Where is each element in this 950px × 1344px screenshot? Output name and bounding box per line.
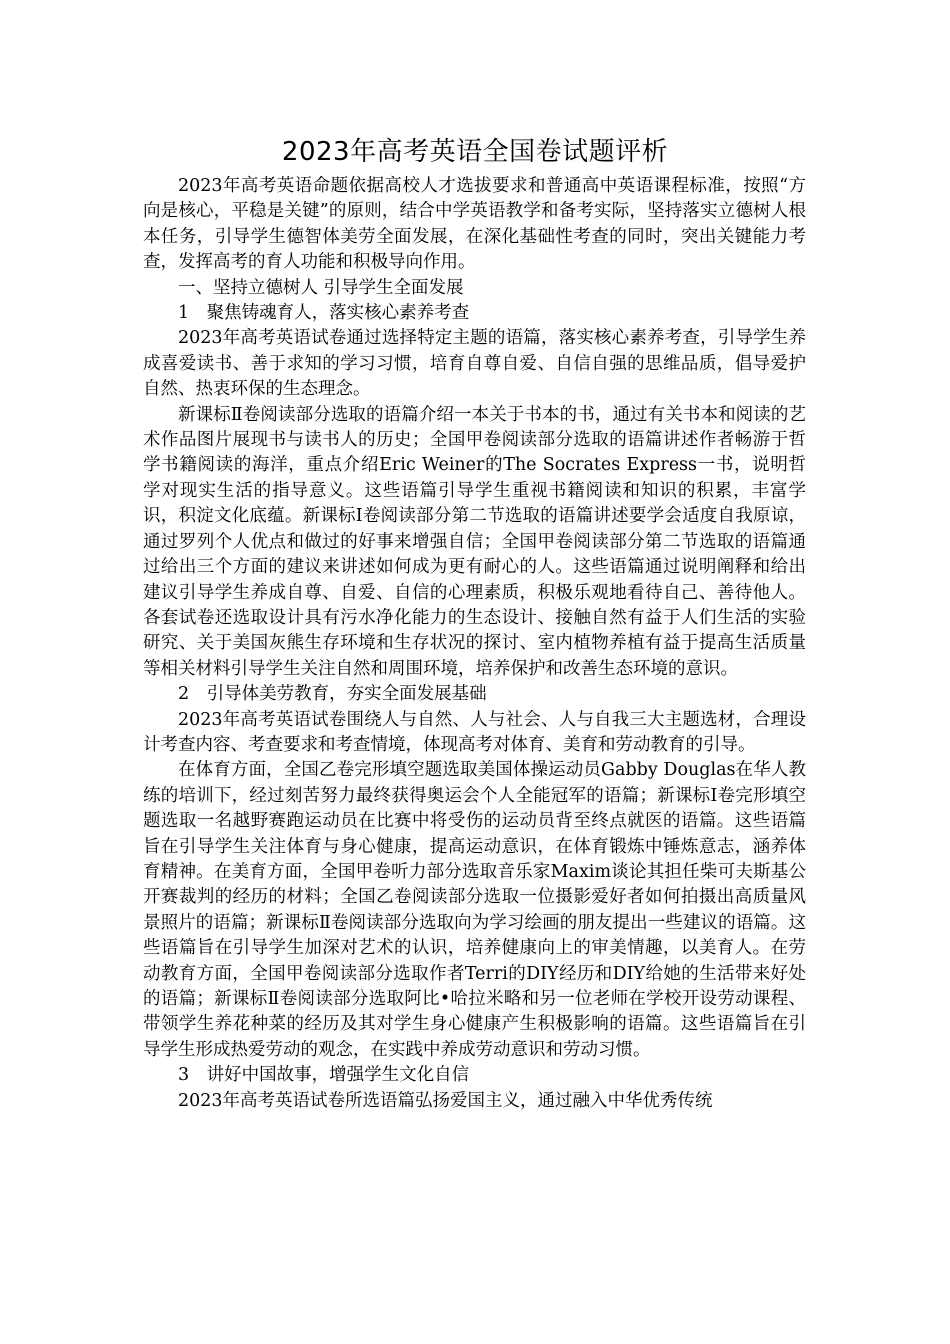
section-heading-1: 一、坚持立德树人 引导学生全面发展 xyxy=(178,277,464,298)
paragraph: 在体育方面，全国乙卷完形填空题选取美国体操运动员Gabby Douglas在华人教练的培训下，经过刻苦努力最终获得奥运会个人全能冠军的语篇；新课标Ⅰ卷完形填空题选取一名越野赛跑运动员在比赛中将受伤的运动员背至终点就医的语篇。这些语篇旨在引导学生关注体育与身心健康，提高运动意识，在体育锻炼中锤炼意志，涵养体育精神。在美育方面，全国甲卷听力部分选取音乐家Maxim谈论其担任柴可夫斯基公开赛裁判的经历的材料；全国乙卷阅读部分选取一位摄影爱好者如何拍摄出高质量风景照片的语篇；新课标Ⅱ卷阅读部分选取向为学习绘画的朋友提出一些建议的语篇。这些语篇旨在引导学生加深对艺术的认识，培养健康向上的审美情趣，以美育人。在劳动教育方面，全国甲卷阅读部分选取作者Terri的DIY经历和DIY给她的生活带来好处的语篇；新课标Ⅱ卷阅读部分选取阿比•哈拉米略和另一位老师在学校开设劳动课程、带领学生养花种菜的经历及其对学生身心健康产生积极影响的语篇。这些语篇旨在引导学生形成热爱劳动的观念，在实践中养成劳动意识和劳动习惯。 xyxy=(143,760,806,1060)
paragraph: 2023年高考英语试卷围绕人与自然、人与社会、人与自我三大主题选材，合理设计考查内容、考查要求和考查情境，体现高考对体育、美育和劳动教育的引导。 xyxy=(143,709,806,755)
paragraph: 2023年高考英语试卷通过选择特定主题的语篇，落实核心素养考查，引导学生养成喜爱读书、善于求知的学习习惯，培育自尊自爱、自信自强的思维品质，倡导爱护自然、热衷环保的生态理念。 xyxy=(143,328,806,400)
subsection-heading-1: 1 聚焦铸魂育人，落实核心素养考查 xyxy=(178,303,470,324)
paragraph: 2023年高考英语试卷所选语篇弘扬爱国主义，通过融入中华优秀传统 xyxy=(178,1090,713,1111)
subsection-heading-3: 3 讲好中国故事，增强学生文化自信 xyxy=(178,1065,470,1086)
paragraph-intro: 2023年高考英语命题依据高校人才选拔要求和普通高中英语课程标准，按照“方向是核心，平稳是关键”的原则，结合中学英语教学和备考实际，坚持落实立德树人根本任务，引导学生德智体美劳全面发展，在深化基础性考查的同时，突出关键能力考查，发挥高考的育人功能和积极导向作用。 xyxy=(143,176,806,273)
document-body xyxy=(143,174,806,1114)
document-title: 2023年高考英语全国卷试题评析 xyxy=(281,137,669,167)
paragraph: 新课标Ⅱ卷阅读部分选取的语篇介绍一本关于书本的书，通过有关书本和阅读的艺术作品图片展现书与读书人的历史；全国甲卷阅读部分选取的语篇讲述作者畅游于哲学书籍阅读的海洋，重点介绍Eric Weiner的The Socrates Express一书，说明哲学对现实生活的指导意义。这些语篇引导学生重视书籍阅读和知识的积累，丰富学识，积淀文化底蕴。新课标Ⅰ卷阅读部分第二节选取的语篇讲述要学会适度自我原谅，通过罗列个人优点和做过的好事来增强自信；全国甲卷阅读部分第二节选取的语篇通过给出三个方面的建议来讲述如何成为更有耐心的人。这些语篇通过说明阐释和给出建议引导学生养成自尊、自爱、自信的心理素质，积极乐观地看待自己、善待他人。各套试卷还选取设计具有污水净化能力的生态设计、接触自然有益于人们生活的实验研究、关于美国灰熊生存环境和生存状况的探讨、室内植物养植有益于提高生活质量等相关材料引导学生关注自然和周围环境，培养保护和改善生态环境的意识。 xyxy=(143,404,806,679)
subsection-heading-2: 2 引导体美劳教育，夯实全面发展基础 xyxy=(178,684,487,705)
